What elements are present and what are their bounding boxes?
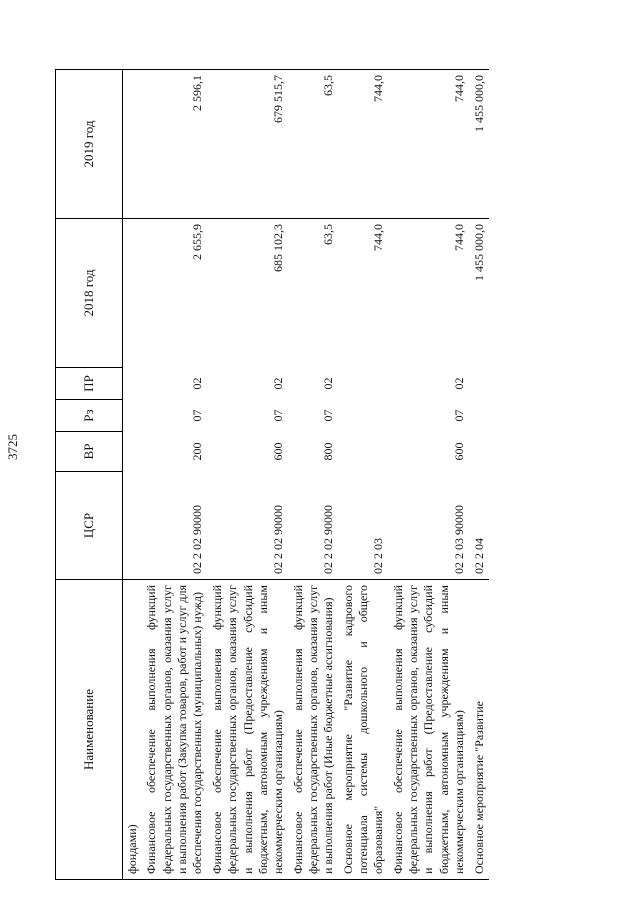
row-rz	[123, 400, 143, 432]
row-rz: 07	[271, 409, 286, 422]
row-name: Финансовое обеспечение выполнения функций федеральных государственных органов, оказания услуг и выполнения работ (Предоставление субсидий бюджетным, автономным учреждениям и иным некоммерческим организациям)	[208, 580, 289, 880]
row-vr	[470, 432, 489, 472]
row-2019: 679 515,7	[208, 70, 289, 219]
header-csr: ЦСР	[56, 472, 123, 580]
header-rz: Рз	[56, 400, 123, 432]
row-2018: 685 102,3	[271, 224, 286, 272]
row-2019: 63,5	[289, 70, 339, 219]
row-2019: 744,0	[389, 70, 470, 219]
row-pr	[339, 368, 389, 400]
row-csr: 02 2 02 90000	[321, 505, 336, 574]
row-name: Финансовое обеспечение выполнения функций федеральных государственных органов, оказания услуг и выполнения работ (Предоставление субсидий бюджетным, автономным учреждениям и иным некоммерческим организациям)	[389, 580, 470, 880]
row-vr	[123, 432, 143, 472]
row-rz	[339, 400, 389, 432]
row-csr: 02 2 03	[371, 538, 386, 574]
row-rz	[470, 400, 489, 432]
row-name: Основное мероприятие "Развитие	[470, 580, 489, 880]
table-row	[389, 70, 470, 880]
row-2018: 744,0	[371, 224, 386, 251]
row-rz: 07	[190, 409, 205, 422]
table-row	[208, 70, 289, 880]
table-row	[142, 70, 207, 880]
header-pr: ПР	[56, 368, 123, 400]
row-vr: 600	[271, 442, 286, 461]
row-pr: 02	[321, 377, 336, 390]
header-name: Наименование	[56, 580, 123, 880]
page-number: 3725	[5, 434, 20, 460]
row-2018: 744,0	[452, 224, 467, 251]
header-2018: 2018 год	[56, 219, 123, 368]
row-vr: 800	[321, 442, 336, 461]
row-2018: 1 455 000,0	[471, 224, 486, 281]
table-row	[339, 70, 389, 880]
row-pr: 02	[190, 377, 205, 390]
header-row	[56, 70, 123, 880]
table-row	[470, 70, 489, 880]
row-pr: 02	[452, 377, 467, 390]
row-2018: 63,5	[321, 224, 336, 245]
row-2019: 2 596,1	[142, 70, 207, 219]
row-2018	[123, 219, 143, 368]
row-pr	[123, 368, 143, 400]
header-2019: 2019 год	[56, 70, 123, 219]
row-2019	[123, 70, 143, 219]
row-vr	[339, 432, 389, 472]
budget-table	[55, 69, 489, 880]
row-name: фондами)	[123, 580, 143, 880]
row-csr: 02 2 03 90000	[452, 505, 467, 574]
row-pr: 02	[271, 377, 286, 390]
row-2019: 1 455 000,0	[470, 70, 489, 219]
row-rz: 07	[321, 409, 336, 422]
row-2019: 744,0	[339, 70, 389, 219]
row-name: Основное мероприятие "Развитие кадрового потенциала системы дошкольного и общего образования"	[339, 580, 389, 880]
row-name: Финансовое обеспечение выполнения функций федеральных государственных органов, оказания услуг и выполнения работ (Иные бюджетные ассигнования)	[289, 580, 339, 880]
row-2018: 2 655,9	[190, 224, 205, 260]
row-csr: 02 2 02 90000	[190, 505, 205, 574]
row-vr: 600	[452, 442, 467, 461]
row-vr: 200	[190, 442, 205, 461]
row-csr: 02 2 04	[471, 538, 486, 574]
row-name: Финансовое обеспечение выполнения функций федеральных государственных органов, оказания услуг и выполнения работ (Закупка товаров, работ и услуг для обеспечения государственных (муниципальных) нужд)	[142, 580, 207, 880]
row-csr: 02 2 02 90000	[271, 505, 286, 574]
header-vr: ВР	[56, 432, 123, 472]
row-pr	[470, 368, 489, 400]
table-row	[289, 70, 339, 880]
row-rz: 07	[452, 409, 467, 422]
row-csr	[123, 472, 143, 580]
rotated-page	[5, 10, 640, 880]
table-row	[123, 70, 143, 880]
